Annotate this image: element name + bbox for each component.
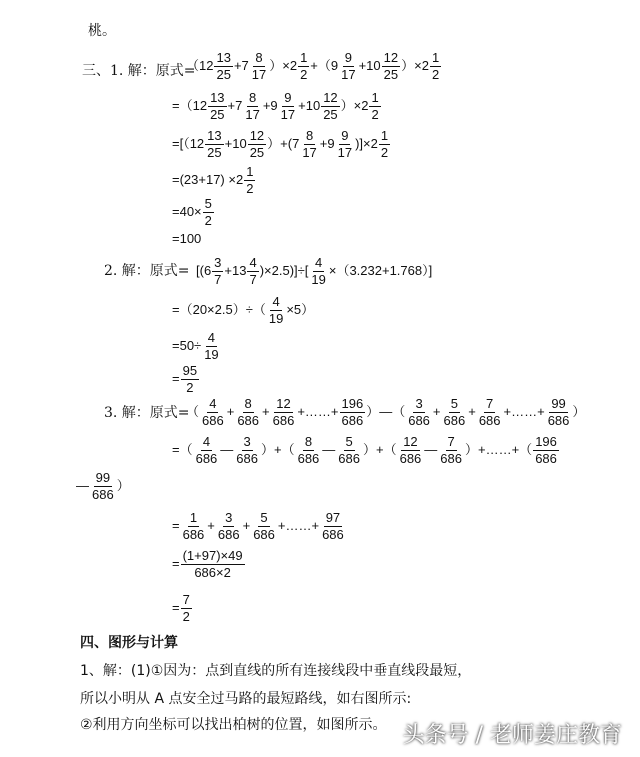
section4-heading: 四、图形与计算 bbox=[80, 635, 178, 651]
p1-line1: （12 $\frac{13}{25}$ +7 $\frac{8}{17}$ ）×2 $\frac{1}{2}$ +（9 $\frac{9}{17}$ +10 $\frac{12}{25}$ ）×2 $\frac{1}{2}$ bbox=[186, 50, 440, 82]
section4-line3: ②利用方向坐标可以找出柏树的位置，如图所示。 bbox=[80, 717, 387, 733]
p1-line6: =100 bbox=[172, 231, 202, 246]
p3-label: 3. 解：原式= bbox=[104, 405, 190, 421]
watermark-text: 头条号 / 老师姜庄教育 bbox=[402, 723, 622, 748]
p3-line2: =（ $\frac{4}{686}$ — $\frac{3}{686}$ ）+（ $\frac{8}{686}$ — $\frac{5}{686}$ ）+（ $\frac{12}{686}$ — $\frac{7}{686}$ ）+……+（ $\frac{196}{686}$ bbox=[172, 434, 557, 466]
p1-line4: =(23+17) ×2 $\frac{1}{2}$ bbox=[172, 164, 254, 196]
p2-line4: = $\frac{95}{2}$ bbox=[172, 363, 198, 395]
p2-line2: =（20×2.5）÷（ $\frac{4}{19}$ ×5） bbox=[172, 294, 315, 326]
p2-label: 2. 解：原式= bbox=[104, 263, 190, 279]
p3-line3: — $\frac{99}{686}$ ） bbox=[76, 470, 130, 502]
section4-line2: 所以小明从 A 点安全过马路的最短路线，如右图所示: bbox=[80, 691, 412, 707]
p2-line1: [(6 $\frac{3}{7}$ +13 $\frac{4}{7}$ )×2.5)]÷[ $\frac{4}{19}$ ×（3.232+1.768）] bbox=[196, 255, 433, 287]
p1-label: 三、1. 解：原式= bbox=[82, 63, 196, 79]
p3-line1: （ $\frac{4}{686}$ + $\frac{8}{686}$ + $\frac{12}{686}$ +……+ $\frac{196}{686}$ ）—（ $\frac{3}{686}$ + $\frac{5}{686}$ + $\frac{7}{686}$ +……+ $\frac{99}{686}$ ） bbox=[186, 396, 586, 428]
p1-line3: =[（12 $\frac{13}{25}$ +10 $\frac{12}{25}$ ）+(7 $\frac{8}{17}$ +9 $\frac{9}{17}$ )]×2 $\frac{1}{2}$ bbox=[172, 128, 389, 160]
p3-line6: = $\frac{7}{2}$ bbox=[172, 592, 190, 624]
top-text: 桃。 bbox=[88, 23, 116, 39]
p3-line4: = $\frac{1}{686}$ + $\frac{3}{686}$ + $\frac{5}{686}$ +……+ $\frac{97}{686}$ bbox=[172, 510, 344, 542]
p1-line5: =40× $\frac{5}{2}$ bbox=[172, 196, 212, 228]
section4-line1: 1、解：(1)①因为：点到直线的所有连接线段中垂直线段最短， bbox=[80, 663, 472, 679]
p3-line5: = $\frac{(1+97)\times 49}{686\times 2}$ bbox=[172, 548, 243, 580]
p1-line2: =（12 $\frac{13}{25}$ +7 $\frac{8}{17}$ +9 $\frac{9}{17}$ +10 $\frac{12}{25}$ ）×2 $\frac{1}{2}$ bbox=[172, 90, 379, 122]
p2-line3: =50÷ $\frac{4}{19}$ bbox=[172, 330, 219, 362]
